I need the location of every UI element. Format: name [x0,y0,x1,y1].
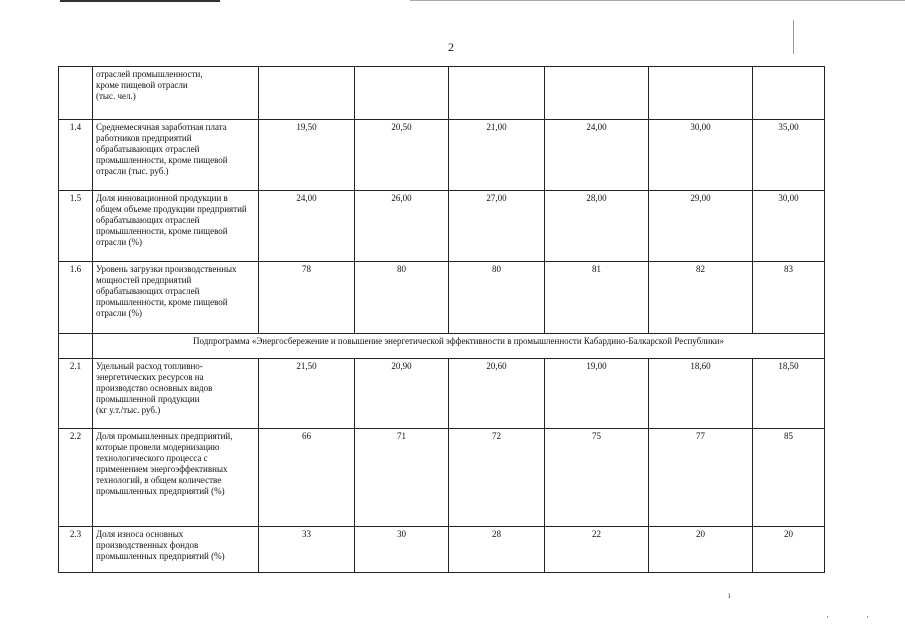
value-cell: 19,00 [545,359,649,429]
value-cell: 19,50 [259,120,355,191]
value-cell: 33 [259,527,355,573]
scan-speck: · [826,612,829,622]
row-description: Среднемесячная заработная плата работников предприятий обрабатывающих отраслей промышленности, кроме пищевой отрасли (тыс. руб.) [93,120,259,191]
top-rule-left [60,0,220,2]
scan-speck: ı [728,590,731,600]
value-cell [259,67,355,120]
value-cell: 78 [259,262,355,334]
value-cell: 82 [649,262,753,334]
value-cell: 20,60 [449,359,545,429]
value-cell: 22 [545,527,649,573]
value-cell: 20,90 [355,359,449,429]
row-description: Доля износа основных производственных фондов промышленных предприятий (%) [93,527,259,573]
value-cell: 80 [355,262,449,334]
row-description-text: отраслей промышленности, кроме пищевой отрасли (тыс. чел.) [96,69,203,101]
value-cell: 35,00 [753,120,825,191]
value-cell: 18,50 [753,359,825,429]
indicators-table [58,66,825,573]
row-description: Доля промышленных предприятий, которые провели модернизацию технологического процесса с применением энергоэффективных технологий, в общем количестве промышленных предприятий (%) [93,429,259,527]
value-cell: 20 [753,527,825,573]
table-row [59,191,825,262]
value-cell: 20 [649,527,753,573]
value-cell: 28,00 [545,191,649,262]
row-number: 1.4 [59,120,93,191]
value-cell: 29,00 [649,191,753,262]
value-cell: 21,50 [259,359,355,429]
value-cell: 66 [259,429,355,527]
row-number: 2.1 [59,359,93,429]
row-number: 2.2 [59,429,93,527]
value-cell: 80 [449,262,545,334]
value-cell: 30 [355,527,449,573]
value-cell: 30,00 [649,120,753,191]
row-description: Доля инновационной продукции в общем объеме продукции предприятий обрабатывающих отраслей промышленности, кроме пищевой отрасли (%) [93,191,259,262]
section-number-cell [59,334,93,359]
row-number: 1.6 [59,262,93,334]
value-cell [355,67,449,120]
top-rule-right [410,0,905,1]
page-number: 2 [448,40,454,54]
table-row [59,120,825,191]
row-description-text: Удельный расход топливно-энергетических ресурсов на производство основных видов промышленной продукции (кг у.т./тыс. руб.) [96,361,213,415]
value-cell: 26,00 [355,191,449,262]
table-row [59,359,825,429]
scan-speck: · [866,612,869,622]
table-row [59,67,825,120]
row-description [93,67,259,120]
value-cell [545,67,649,120]
value-cell: 81 [545,262,649,334]
margin-mark [793,20,794,54]
value-cell [649,67,753,120]
value-cell: 27,00 [449,191,545,262]
section-row [59,334,825,359]
value-cell [449,67,545,120]
row-description: Уровень загрузки производственных мощностей предприятий обрабатывающих отраслей промышленности, кроме пищевой отрасли (%) [93,262,259,334]
value-cell: 71 [355,429,449,527]
value-cell: 20,50 [355,120,449,191]
value-cell: 21,00 [449,120,545,191]
row-number [59,67,93,120]
value-cell: 83 [753,262,825,334]
table-row [59,527,825,573]
table-row [59,262,825,334]
table-row [59,429,825,527]
row-number: 1.5 [59,191,93,262]
value-cell: 24,00 [545,120,649,191]
value-cell: 24,00 [259,191,355,262]
value-cell: 77 [649,429,753,527]
value-cell [753,67,825,120]
row-description [93,359,259,429]
value-cell: 18,60 [649,359,753,429]
value-cell: 28 [449,527,545,573]
row-number: 2.3 [59,527,93,573]
value-cell: 30,00 [753,191,825,262]
value-cell: 75 [545,429,649,527]
value-cell: 85 [753,429,825,527]
section-title: Подпрограмма «Энергосбережение и повышение энергетической эффективности в промышленности Кабардино-Балкарской Республики» [93,334,825,359]
value-cell: 72 [449,429,545,527]
